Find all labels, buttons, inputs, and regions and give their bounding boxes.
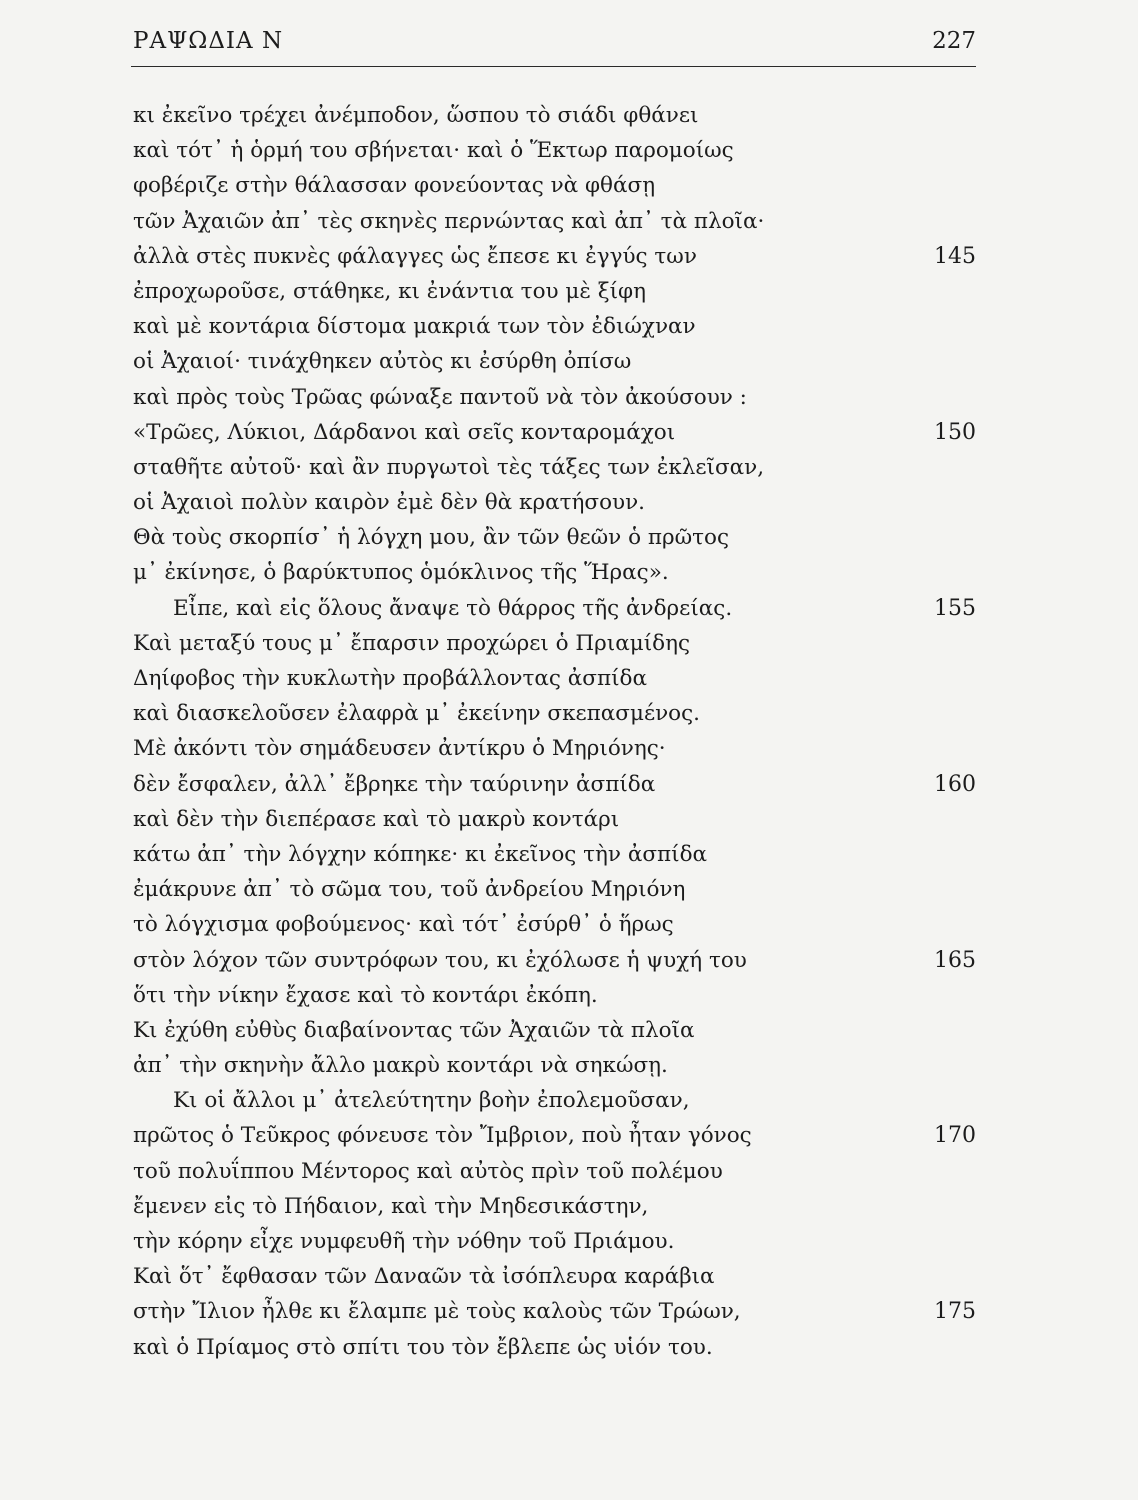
verse-line	[133, 591, 983, 626]
verse-line	[133, 661, 983, 696]
verse-line	[133, 1118, 983, 1153]
verse-text: καὶ δὲν τὴν διεπέρασε καὶ τὸ μακρὺ κοντάρι	[133, 806, 620, 832]
verse-line	[133, 802, 983, 837]
verse-text: οἱ Ἀχαιοί· τινάχθηκεν αὐτὸς κι ἐσύρθη ὀπίσω	[133, 349, 632, 375]
verse-line	[133, 837, 983, 872]
verse-text: μ᾽ ἐκίνησε, ὁ βαρύκτυπος ὁμόκλινος τῆς Ἥρας».	[133, 560, 669, 586]
verse-text: σταθῆτε αὐτοῦ· καὶ ἂν πυργωτοὶ τὲς τάξες των ἐκλεῖσαν,	[133, 454, 765, 480]
verse-line	[133, 485, 983, 520]
verse-text: Κι οἱ ἄλλοι μ᾽ ἀτελεύτητην βοὴν ἐπολεμοῦσαν,	[173, 1088, 690, 1114]
verse-line	[133, 309, 983, 344]
line-number: 145	[934, 243, 976, 269]
page-number: 227	[932, 28, 976, 54]
verse-line	[133, 555, 983, 590]
line-number: 150	[934, 419, 976, 445]
verse-text: πρῶτος ὁ Τεῦκρος φόνευσε τὸν Ἴμβριον, ποὺ ἦταν γόνος	[133, 1123, 752, 1149]
verse-line	[133, 978, 983, 1013]
line-number: 155	[934, 595, 976, 621]
verse-text: τὴν κόρην εἶχε νυμφευθῆ τὴν νόθην τοῦ Πριάμου.	[133, 1229, 675, 1254]
verse-text: ἔμενεν εἰς τὸ Πήδαιον, καὶ τὴν Μηδεσικάστην,	[133, 1193, 649, 1219]
line-number: 165	[934, 947, 976, 973]
verse-line	[133, 239, 983, 274]
verse-text: Καὶ ὅτ᾽ ἔφθασαν τῶν Δαναῶν τὰ ἰσόπλευρα καράβια	[133, 1264, 715, 1290]
verse-text: κάτω ἀπ᾽ τὴν λόγχην κόπηκε· κι ἐκεῖνος τὴν ἀσπίδα	[133, 841, 708, 867]
verse-line	[133, 1048, 983, 1083]
verse-text: Μὲ ἀκόντι τὸν σημάδευσεν ἀντίκρυ ὁ Μηριόνης·	[133, 736, 666, 762]
verse-line	[133, 168, 983, 203]
verse-text: Εἶπε, καὶ εἰς ὅλους ἄναψε τὸ θάρρος τῆς ἀνδρείας.	[173, 595, 733, 621]
verse-line	[133, 1259, 983, 1294]
verse-line	[133, 943, 983, 978]
verse-line	[133, 696, 983, 731]
header-rule	[131, 66, 976, 67]
verse-line	[133, 98, 983, 133]
verse-line	[133, 1154, 983, 1189]
verse-line	[133, 1294, 983, 1329]
verse-line	[133, 274, 983, 309]
verse-text: καὶ πρὸς τοὺς Τρῶας φώναξε παντοῦ νὰ τὸν ἀκούσουν :	[133, 384, 747, 410]
verse-line	[133, 133, 983, 168]
verse-text: τὸ λόγχισμα φοβούμενος· καὶ τότ᾽ ἐσύρθ᾽ ὁ ἥρως	[133, 912, 674, 938]
verse-text: καὶ ὁ Πρίαμος στὸ σπίτι του τὸν ἔβλεπε ὡς υἱόν του.	[133, 1334, 713, 1360]
line-number: 175	[934, 1299, 976, 1325]
verse-line	[133, 1083, 983, 1118]
verse-text: κι ἐκεῖνο τρέχει ἀνέμποδον, ὥσπου τὸ σιάδι φθάνει	[133, 103, 699, 128]
verse-line	[133, 1189, 983, 1224]
verse-line	[133, 1330, 983, 1365]
verse-text: καὶ διασκελοῦσεν ἐλαφρὰ μ᾽ ἐκείνην σκεπασμένος.	[133, 701, 700, 727]
verse-text: στὸν λόχον τῶν συντρόφων του, κι ἐχόλωσε ἡ ψυχή του	[133, 947, 747, 973]
verse-text: ἐμάκρυνε ἀπ᾽ τὸ σῶμα του, τοῦ ἀνδρείου Μηριόνη	[133, 877, 686, 903]
verse-text: καὶ μὲ κοντάρια δίστομα μακριά των τὸν ἐδιώχναν	[133, 314, 696, 340]
verse-line	[133, 731, 983, 766]
verse-line	[133, 626, 983, 661]
verse-line	[133, 1224, 983, 1259]
verse-line	[133, 450, 983, 485]
verse-text: ἀλλὰ στὲς πυκνὲς φάλαγγες ὡς ἔπεσε κι ἐγγύς των	[133, 243, 697, 269]
verse-text: δὲν ἔσφαλεν, ἀλλ᾽ ἔβρηκε τὴν ταύρινην ἀσπίδα	[133, 771, 656, 797]
verse-text: τῶν Ἀχαιῶν ἀπ᾽ τὲς σκηνὲς περνώντας καὶ ἀπ᾽ τὰ πλοῖα·	[133, 208, 765, 234]
verse-text: φοβέριζε στὴν θάλασσαν φονεύοντας νὰ φθάσῃ	[133, 173, 656, 199]
verse-line	[133, 204, 983, 239]
verse-line	[133, 872, 983, 907]
verse-line	[133, 767, 983, 802]
verse-line	[133, 520, 983, 555]
running-title: ΡΑΨΩΔΙΑ Ν	[133, 28, 284, 54]
verse-text: στὴν Ἴλιον ἦλθε κι ἔλαμπε μὲ τοὺς καλοὺς τῶν Τρώων,	[133, 1299, 741, 1325]
verse-line	[133, 1013, 983, 1048]
verse-text: ἐπροχωροῦσε, στάθηκε, κι ἐνάντια του μὲ ξίφη	[133, 278, 646, 304]
verse-line	[133, 344, 983, 379]
verse-text: «Τρῶες, Λύκιοι, Δάρδανοι καὶ σεῖς κονταρομάχοι	[133, 419, 676, 445]
verse-text: Δηίφοβος τὴν κυκλωτὴν προβάλλοντας ἀσπίδα	[133, 666, 647, 691]
verse-text: καὶ τότ᾽ ἡ ὁρμή του σβήνεται· καὶ ὁ Ἕκτωρ παρομοίως	[133, 138, 734, 164]
verse-block	[133, 98, 983, 1365]
line-number: 160	[934, 771, 976, 797]
verse-text: ὅτι τὴν νίκην ἔχασε καὶ τὸ κοντάρι ἐκόπη.	[133, 982, 598, 1008]
verse-line	[133, 907, 983, 942]
verse-text: τοῦ πολυΐππου Μέντορος καὶ αὐτὸς πρὶν τοῦ πολέμου	[133, 1158, 723, 1184]
verse-text: Καὶ μεταξύ τους μ᾽ ἔπαρσιν προχώρει ὁ Πριαμίδης	[133, 630, 690, 656]
verse-line	[133, 415, 983, 450]
line-number: 170	[934, 1123, 976, 1149]
verse-text: ἀπ᾽ τὴν σκηνὴν ἄλλο μακρὺ κοντάρι νὰ σηκώσῃ.	[133, 1053, 668, 1079]
verse-text: οἱ Ἀχαιοὶ πολὺν καιρὸν ἐμὲ δὲν θὰ κρατήσουν.	[133, 490, 646, 516]
verse-text: Κι ἐχύθη εὐθὺς διαβαίνοντας τῶν Ἀχαιῶν τὰ πλοῖα	[133, 1017, 695, 1043]
page-header	[133, 28, 976, 60]
verse-text: Θὰ τοὺς σκορπίσ᾽ ἡ λόγχη μου, ἂν τῶν θεῶν ὁ πρῶτος	[133, 525, 730, 551]
verse-line	[133, 380, 983, 415]
